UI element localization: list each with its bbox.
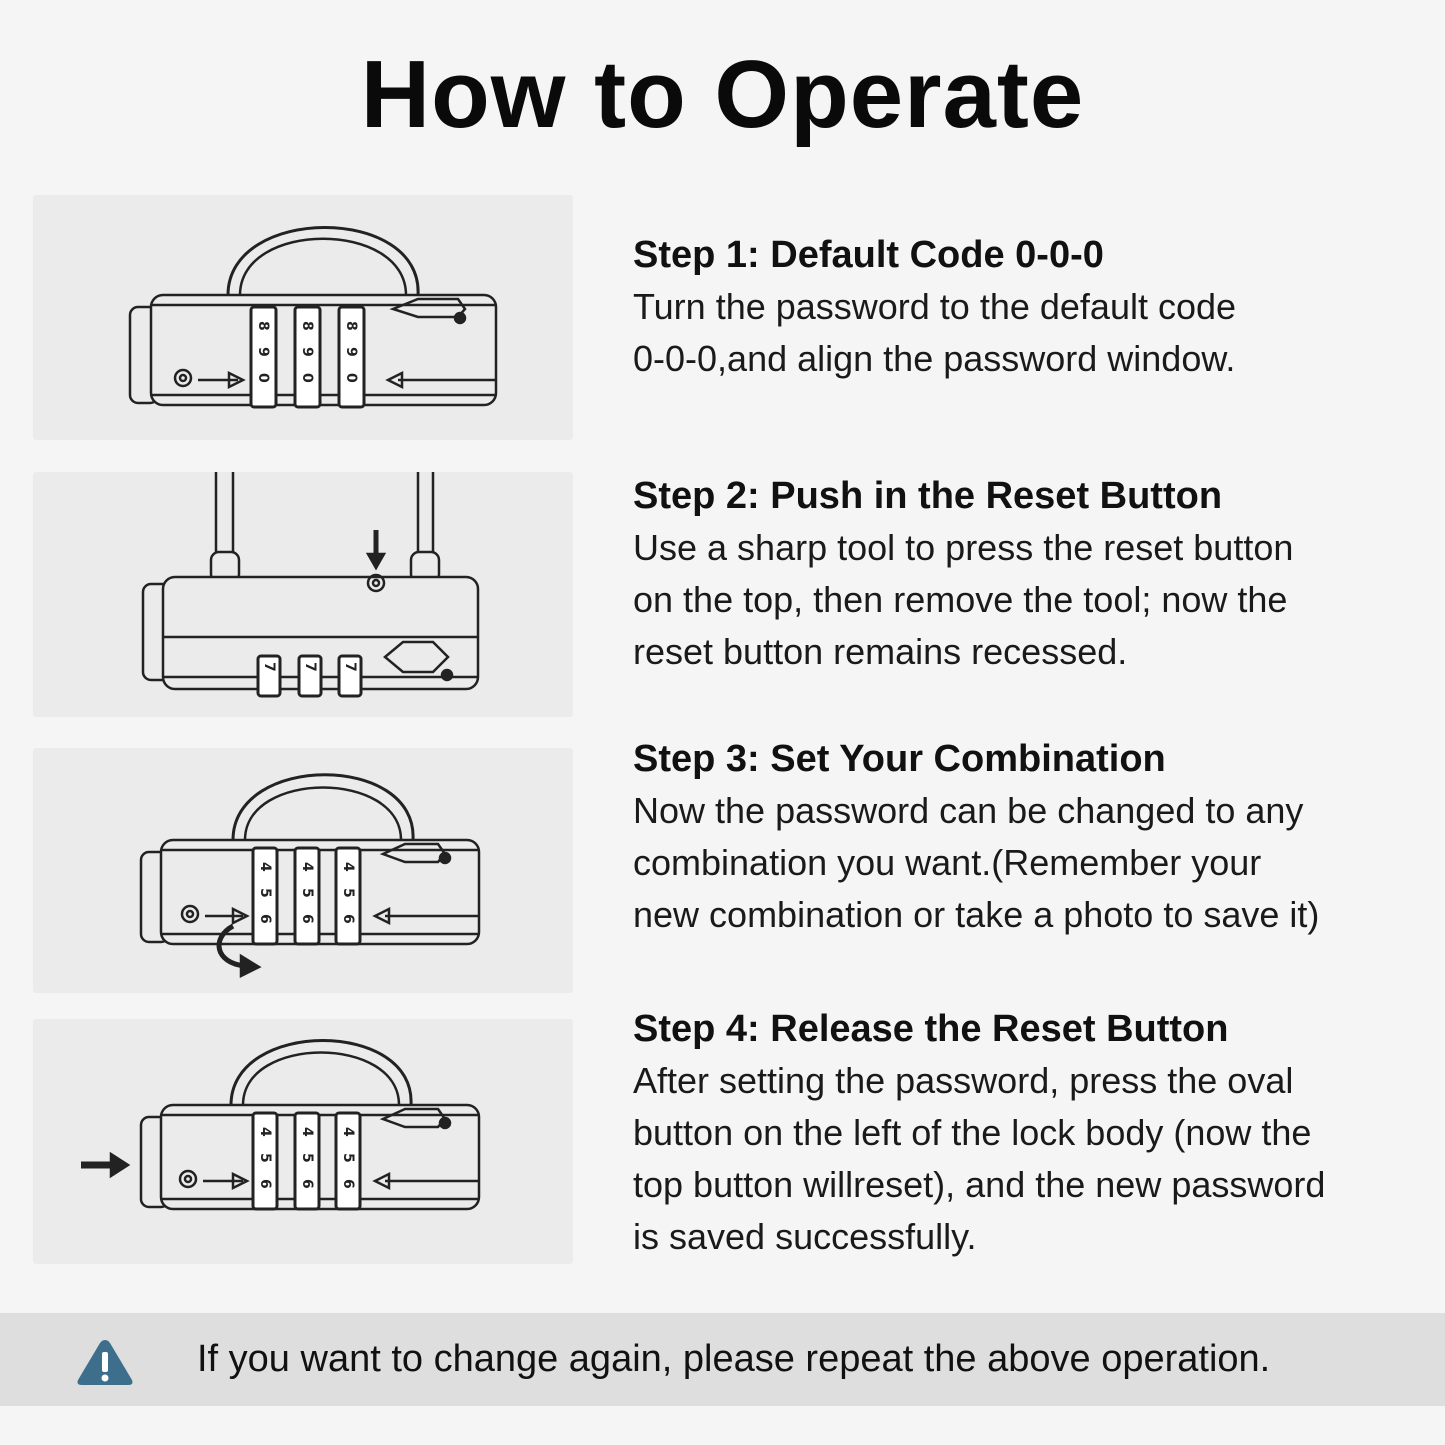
step-description: Use a sharp tool to press the reset button <box>633 527 1294 568</box>
svg-text:7: 7 <box>302 662 318 672</box>
svg-text:4: 4 <box>299 862 315 872</box>
svg-text:9: 9 <box>255 347 271 357</box>
step-1-illustration <box>33 195 573 440</box>
step-3-illustration <box>33 748 573 993</box>
step-description: 0-0-0,and align the password window. <box>633 338 1236 379</box>
step-4-illustration <box>33 1019 573 1264</box>
step-title: Step 2: Push in the Reset Button <box>633 475 1223 517</box>
svg-text:4: 4 <box>340 862 356 872</box>
step-description: on the top, then remove the tool; now the <box>633 579 1288 620</box>
svg-text:0: 0 <box>343 373 359 383</box>
page-title: How to Operate <box>360 41 1085 148</box>
svg-text:4: 4 <box>257 1127 273 1137</box>
svg-text:5: 5 <box>340 888 356 898</box>
step-description: After setting the password, press the oval <box>633 1060 1294 1101</box>
step-2 <box>633 470 1413 678</box>
svg-text:5: 5 <box>257 888 273 898</box>
svg-text:9: 9 <box>343 347 359 357</box>
svg-text:7: 7 <box>342 662 358 672</box>
svg-text:5: 5 <box>299 1153 315 1163</box>
step-description: reset button remains recessed. <box>633 631 1128 672</box>
step-1 <box>633 229 1413 385</box>
svg-text:5: 5 <box>257 1153 273 1163</box>
svg-text:6: 6 <box>257 1179 273 1189</box>
step-description: new combination or take a photo to save it) <box>633 894 1320 935</box>
step-description: combination you want.(Remember your <box>633 842 1262 883</box>
step-description: Now the password can be changed to any <box>633 790 1304 831</box>
svg-text:6: 6 <box>299 914 315 924</box>
step-2-illustration <box>33 472 573 717</box>
svg-text:6: 6 <box>299 1179 315 1189</box>
step-description: button on the left of the lock body (now the <box>633 1112 1312 1153</box>
step-description: top button willreset), and the new password <box>633 1164 1326 1205</box>
svg-text:8: 8 <box>299 321 315 331</box>
warning-icon <box>76 1337 134 1387</box>
footer-note-bar <box>0 1313 1445 1406</box>
svg-text:6: 6 <box>257 914 273 924</box>
svg-text:7: 7 <box>261 662 277 672</box>
footer-note: If you want to change again, please repeat the above operation. <box>197 1338 1271 1380</box>
step-title: Step 1: Default Code 0-0-0 <box>633 234 1104 276</box>
svg-text:8: 8 <box>343 321 359 331</box>
svg-text:5: 5 <box>340 1153 356 1163</box>
svg-text:4: 4 <box>340 1127 356 1137</box>
svg-text:5: 5 <box>299 888 315 898</box>
svg-text:9: 9 <box>299 347 315 357</box>
step-title: Step 3: Set Your Combination <box>633 738 1166 780</box>
step-description: is saved successfully. <box>633 1216 977 1257</box>
step-4 <box>633 1003 1413 1263</box>
svg-text:4: 4 <box>257 862 273 872</box>
svg-text:0: 0 <box>255 373 271 383</box>
svg-text:6: 6 <box>340 914 356 924</box>
step-3 <box>633 733 1413 941</box>
svg-text:6: 6 <box>340 1179 356 1189</box>
svg-text:8: 8 <box>255 321 271 331</box>
step-title: Step 4: Release the Reset Button <box>633 1008 1229 1050</box>
step-description: Turn the password to the default code <box>633 286 1237 327</box>
svg-text:0: 0 <box>299 373 315 383</box>
svg-text:4: 4 <box>299 1127 315 1137</box>
